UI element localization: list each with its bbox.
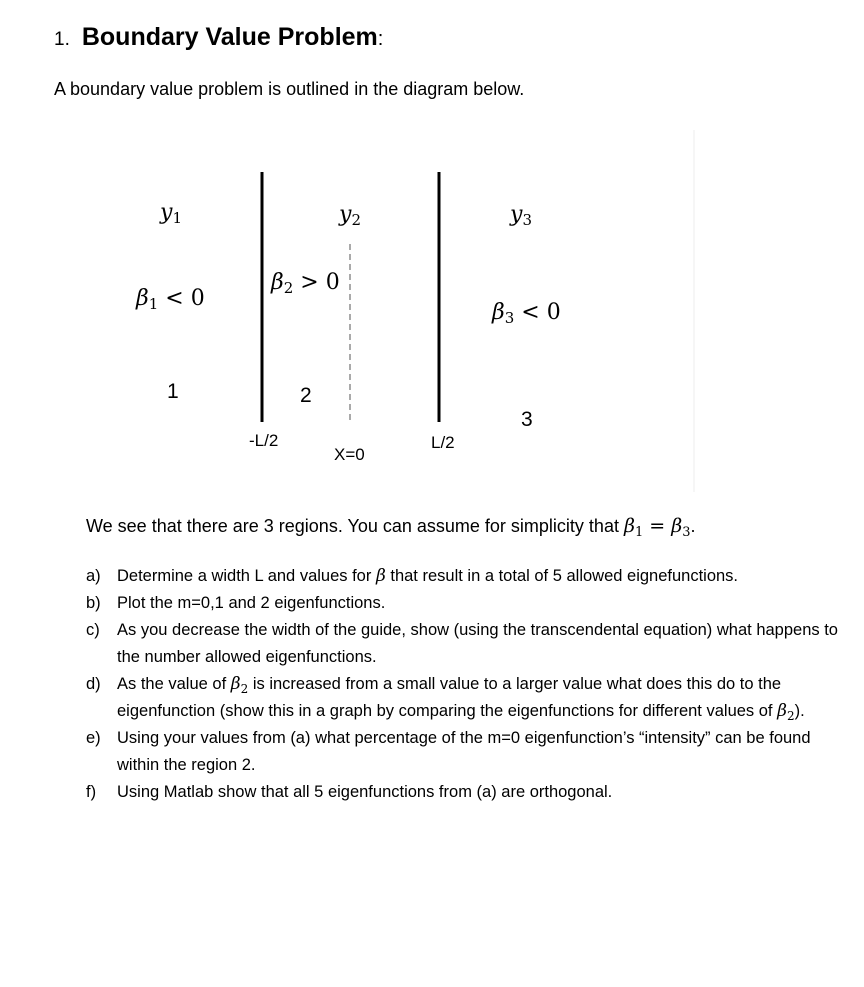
boundary-diagram bbox=[0, 120, 864, 500]
equality-statement: $\beta_1 = \beta_3$ bbox=[623, 515, 691, 540]
beta1-condition: $\beta_1 < 0$ bbox=[136, 286, 205, 313]
region1-y-label: $y_1$ bbox=[160, 200, 182, 227]
region2-number: 2 bbox=[300, 384, 312, 407]
question-list bbox=[86, 563, 841, 806]
region2-y-label: $y_2$ bbox=[339, 202, 361, 229]
section-number: 1. bbox=[54, 29, 70, 50]
right-boundary-label: L/2 bbox=[431, 433, 455, 452]
section-heading bbox=[54, 22, 383, 55]
question-b: b) Plot the m=0,1 and 2 eigenfunctions. bbox=[86, 594, 386, 612]
region3-number: 3 bbox=[521, 408, 533, 431]
left-boundary-label: -L/2 bbox=[249, 431, 279, 450]
region3-y-label: $y_3$ bbox=[510, 202, 532, 229]
question-e: e) Using your values from (a) what percentage of the m=0 eigenfunction’s “intensity” can be found within the region 2. bbox=[86, 729, 811, 774]
question-a: a) Determine a width L and values for β that result in a total of 5 allowed eignefunctions. bbox=[86, 566, 739, 586]
question-d: d) As the value of $\beta_2$ is increased from a small value to a larger value what does this do to the eigenfunction (show this in a graph by comparing the eigenfunctions for different values of $\beta_2$). bbox=[86, 674, 805, 723]
beta3-condition: $\beta_3 < 0$ bbox=[492, 300, 561, 327]
section-title: Boundary Value Problem bbox=[81, 23, 378, 51]
center-label: X=0 bbox=[334, 445, 365, 464]
observation-text: We see that there are 3 regions. You can assume for simplicity that $\beta_1 = \beta_3$. bbox=[86, 515, 696, 540]
intro-text: A boundary value problem is outlined in the diagram below. bbox=[54, 79, 525, 99]
question-f: f) Using Matlab show that all 5 eigenfunctions from (a) are orthogonal. bbox=[86, 783, 613, 801]
region1-number: 1 bbox=[167, 380, 179, 403]
question-c: c) As you decrease the width of the guide, show (using the transcendental equation) what happens to the number allowed eigenfunctions. bbox=[86, 621, 838, 666]
section-title-colon: : bbox=[377, 28, 384, 50]
beta2-condition: $\beta_2 > 0$ bbox=[271, 270, 340, 297]
